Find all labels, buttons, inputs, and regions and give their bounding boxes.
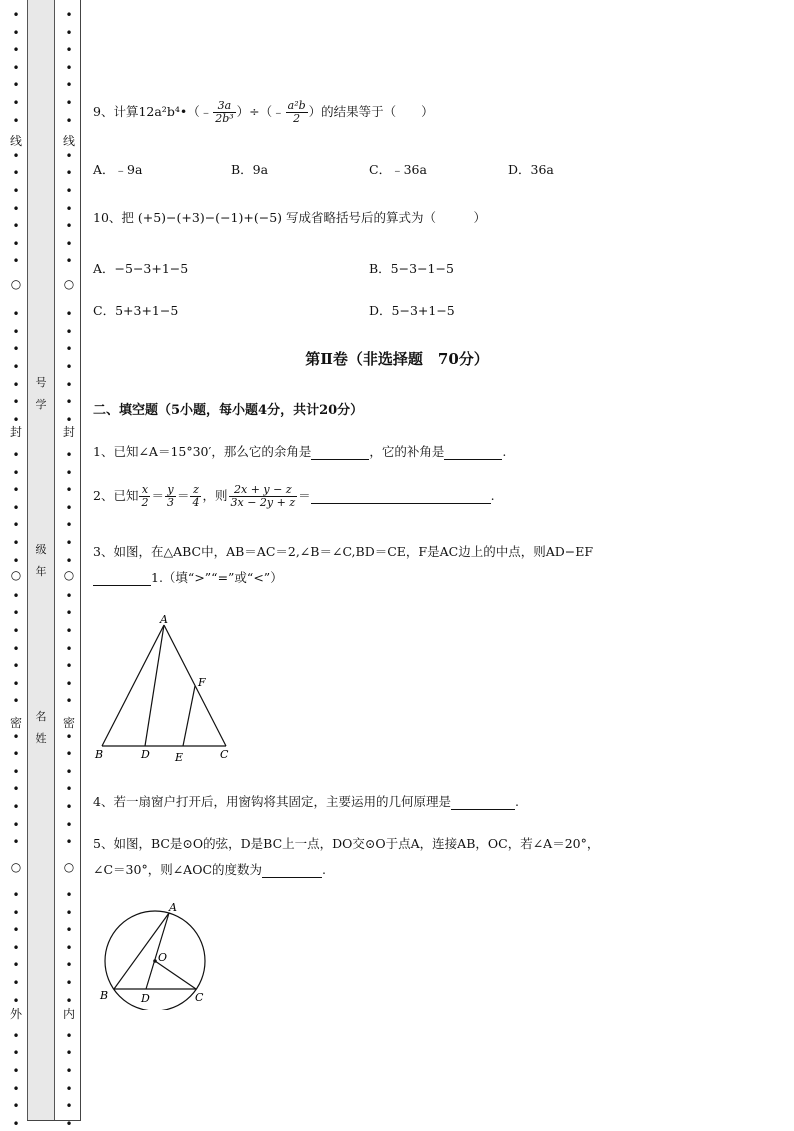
cut-line-dot: • bbox=[12, 1116, 20, 1131]
binding-label-name-2: 姓 bbox=[35, 732, 47, 745]
binding-label-grade-2: 年 bbox=[35, 565, 47, 578]
cut-line-dot: • bbox=[65, 958, 73, 973]
cut-line-dot: • bbox=[65, 905, 73, 920]
outer-mark-outside: 外 bbox=[9, 1007, 22, 1021]
inner-mark-line: 线 bbox=[62, 134, 75, 148]
cut-line-dot: • bbox=[65, 219, 73, 234]
cut-line-dot: • bbox=[65, 659, 73, 674]
cut-line-dot: • bbox=[12, 518, 20, 533]
f5-blank-answer[interactable] bbox=[262, 862, 322, 878]
cut-line-dot: • bbox=[65, 1116, 73, 1131]
cut-line-dot: • bbox=[65, 993, 73, 1008]
inner-cut-line bbox=[62, 0, 76, 1131]
q10-option-d[interactable]: D．5−3+1−5 bbox=[369, 303, 455, 318]
f2-frac-x-den: 2 bbox=[141, 496, 149, 509]
cut-line-dot: • bbox=[65, 1099, 73, 1114]
binding-label-grade-1: 级 bbox=[35, 543, 47, 556]
q9-frac1-num: 3a bbox=[213, 100, 235, 113]
cut-line-dot: • bbox=[12, 1064, 20, 1078]
fill-question-3-line-1: 3、如图，在△ABC中，AB＝AC＝2,∠B＝∠C,BD＝CE，F是AC边上的中点，则AD−EF bbox=[93, 544, 594, 559]
fig1-label-a: A bbox=[160, 613, 168, 626]
inner-mark-secret: 密 bbox=[62, 716, 75, 730]
cut-line-dot: • bbox=[65, 747, 73, 762]
fig2-center-point bbox=[153, 959, 157, 963]
f2-frac-y-num: y bbox=[165, 484, 176, 497]
cut-line-dot: • bbox=[65, 43, 73, 58]
cut-line-dot: • bbox=[65, 360, 73, 374]
cut-line-dot: • bbox=[12, 1046, 20, 1061]
fill-question-2 bbox=[93, 484, 495, 509]
cut-line-dot: • bbox=[12, 1081, 20, 1096]
inner-mark-seal: 封 bbox=[62, 425, 75, 439]
f1-blank-supplement[interactable] bbox=[444, 444, 502, 460]
fill-question-1 bbox=[93, 442, 506, 460]
cut-line-dot: • bbox=[12, 377, 20, 392]
f1-text-1: 1、已知∠A＝15°30′，那么它的余角是 bbox=[93, 444, 312, 459]
fig1-label-c: C bbox=[220, 748, 229, 761]
cut-line-dot: • bbox=[12, 166, 20, 181]
cut-line-dot: • bbox=[12, 236, 20, 251]
cut-line-dot: • bbox=[65, 395, 73, 410]
f5-end: . bbox=[322, 862, 326, 877]
cut-line-dot: • bbox=[65, 1064, 73, 1078]
cut-line-dot: • bbox=[12, 113, 20, 128]
cut-line-dot: • bbox=[12, 624, 20, 638]
f2-eq-1: ＝ bbox=[151, 488, 164, 503]
f2-frac-expr-den: 3x − 2y + z bbox=[230, 496, 296, 509]
cut-line-dot: • bbox=[65, 817, 73, 832]
fig2-label-d: D bbox=[141, 992, 150, 1005]
cut-line-dot: • bbox=[65, 518, 73, 533]
cut-line-dot: • bbox=[65, 1028, 73, 1043]
fig2-label-a: A bbox=[169, 901, 177, 914]
cut-line-dot: • bbox=[65, 1081, 73, 1096]
cut-line-dot: • bbox=[12, 43, 20, 58]
cut-line-dot: • bbox=[65, 483, 73, 498]
cut-line-dot: • bbox=[12, 8, 20, 22]
cut-line-dot: • bbox=[65, 412, 73, 427]
outer-mark-circle: ○ bbox=[10, 277, 22, 291]
cut-line-dot: • bbox=[12, 1028, 20, 1043]
cut-line-dot: • bbox=[12, 940, 20, 955]
cut-line-dot: • bbox=[65, 324, 73, 339]
q9-option-c[interactable]: C．﹣36a bbox=[369, 162, 427, 177]
cut-line-dot: • bbox=[12, 342, 20, 357]
f2-eq-2: ＝ bbox=[176, 488, 190, 503]
fill-question-4 bbox=[93, 792, 519, 810]
cut-line-dot: • bbox=[65, 536, 73, 550]
binding-strip bbox=[27, 0, 55, 1120]
cut-line-dot: • bbox=[65, 976, 73, 990]
fig2-label-b: B bbox=[100, 989, 109, 1002]
q9-mid: ）÷（﹣ bbox=[236, 104, 285, 119]
cut-line-dot: • bbox=[65, 166, 73, 181]
fig1-side-ac bbox=[164, 625, 226, 746]
f2-frac-x bbox=[139, 484, 150, 509]
cut-line-dot: • bbox=[65, 465, 73, 480]
cut-line-dot: • bbox=[65, 1046, 73, 1061]
cut-line-dot: • bbox=[65, 96, 73, 110]
cut-line-dot: • bbox=[65, 184, 73, 198]
cut-line-dot: • bbox=[12, 201, 20, 216]
q9-option-d[interactable]: D．36a bbox=[508, 162, 554, 177]
cut-line-dot: • bbox=[12, 958, 20, 973]
cut-line-dot: • bbox=[65, 78, 73, 93]
f1-text-2: ，它的补角是 bbox=[369, 444, 445, 459]
cut-line-dot: • bbox=[12, 1099, 20, 1114]
cut-line-dot: • bbox=[65, 236, 73, 251]
outer-mark-circle: ○ bbox=[10, 860, 22, 874]
circle-figure bbox=[95, 898, 215, 1010]
outer-mark-line: 线 bbox=[9, 134, 22, 148]
outer-mark-circle: ○ bbox=[10, 568, 22, 582]
cut-line-dot: • bbox=[65, 676, 73, 691]
cut-line-dot: • bbox=[12, 588, 20, 603]
fig1-label-f: F bbox=[198, 676, 206, 689]
q10-option-a[interactable]: A．−5−3+1−5 bbox=[93, 261, 189, 276]
cut-line-dot: • bbox=[65, 940, 73, 955]
cut-line-dot: • bbox=[12, 536, 20, 550]
q9-fraction-2 bbox=[286, 100, 308, 125]
cut-line-dot: • bbox=[12, 96, 20, 110]
cut-line-dot: • bbox=[12, 500, 20, 515]
fill-question-5-line-1: 5、如图，BC是⊙O的弦，D是BC上一点，DO交⊙O于点A，连接AB，OC，若∠A＝20°， bbox=[93, 836, 600, 851]
cut-line-dot: • bbox=[12, 747, 20, 762]
cut-line-dot: • bbox=[65, 307, 73, 322]
f4-blank-answer[interactable] bbox=[451, 794, 515, 810]
outer-mark-seal: 封 bbox=[9, 425, 22, 439]
f2-frac-expr-num: 2x + y − z bbox=[229, 484, 298, 497]
cut-line-dot: • bbox=[65, 342, 73, 357]
q10-option-b[interactable]: B．5−3−1−5 bbox=[369, 261, 454, 276]
cut-line-dot: • bbox=[12, 606, 20, 621]
f4-end: . bbox=[514, 794, 519, 809]
fig2-label-o: O bbox=[158, 951, 168, 964]
f2-eq-3: ＝ bbox=[298, 488, 311, 503]
section-2-heading: 二、填空题（5小题，每小题4分，共计20分） bbox=[93, 403, 364, 418]
cut-line-dot: • bbox=[65, 835, 73, 850]
cut-line-dot: • bbox=[65, 148, 73, 163]
binding-label-id-1: 号 bbox=[35, 376, 47, 389]
cut-line-dot: • bbox=[65, 377, 73, 392]
cut-line-dot: • bbox=[65, 888, 73, 902]
f3-line-2-tail: 1.（填“>”“=”或“<”） bbox=[151, 570, 283, 585]
f2-frac-z bbox=[190, 484, 201, 509]
cut-line-dot: • bbox=[65, 60, 73, 75]
f3-blank-answer[interactable] bbox=[93, 570, 151, 586]
fig1-label-b: B bbox=[95, 748, 104, 761]
cut-line-dot: • bbox=[12, 976, 20, 990]
fig1-segment-ef bbox=[183, 686, 195, 746]
q9-prefix: 9、计算 bbox=[93, 104, 139, 119]
inner-mark-circle: ○ bbox=[63, 277, 75, 291]
cut-line-dot: • bbox=[12, 307, 20, 322]
f2-frac-expr bbox=[229, 484, 298, 509]
cut-line-dot: • bbox=[12, 764, 20, 779]
cut-line-dot: • bbox=[12, 254, 20, 269]
f2-frac-x-num: x bbox=[139, 484, 150, 497]
cut-line-dot: • bbox=[12, 993, 20, 1008]
outer-cut-line bbox=[9, 0, 23, 1131]
q9-frac2-den: 2 bbox=[293, 112, 301, 125]
binding-label-id-2: 学 bbox=[35, 398, 47, 411]
cut-line-dot: • bbox=[12, 676, 20, 691]
fill-question-5-line-2 bbox=[93, 860, 326, 878]
cut-line-dot: • bbox=[12, 782, 20, 797]
cut-line-dot: • bbox=[12, 465, 20, 480]
cut-line-dot: • bbox=[12, 905, 20, 920]
cut-line-dot: • bbox=[65, 624, 73, 638]
fig1-label-d: D bbox=[141, 748, 150, 761]
q9-frac1-den: 2b³ bbox=[215, 112, 234, 125]
cut-line-dot: • bbox=[65, 782, 73, 797]
cut-line-dot: • bbox=[12, 641, 20, 656]
cut-line-dot: • bbox=[12, 148, 20, 163]
question-9 bbox=[93, 100, 434, 125]
cut-line-dot: • bbox=[12, 25, 20, 40]
cut-line-dot: • bbox=[65, 800, 73, 814]
cut-line-dot: • bbox=[12, 448, 20, 462]
section-2-title: 第Ⅱ卷（非选择题 70分） bbox=[305, 350, 489, 368]
f1-blank-complement[interactable] bbox=[311, 444, 369, 460]
cut-line-dot: • bbox=[12, 412, 20, 427]
triangle-figure bbox=[92, 610, 242, 768]
f2-prefix: 2、已知 bbox=[93, 488, 139, 503]
cut-line-dot: • bbox=[12, 324, 20, 339]
cut-line-dot: • bbox=[65, 729, 73, 744]
cut-line-dot: • bbox=[65, 588, 73, 603]
cut-line-dot: • bbox=[65, 923, 73, 938]
outer-mark-secret: 密 bbox=[9, 716, 22, 730]
cut-line-dot: • bbox=[65, 448, 73, 462]
inner-mark-inside: 内 bbox=[62, 1007, 75, 1021]
fig1-label-e: E bbox=[175, 751, 184, 764]
cut-line-dot: • bbox=[12, 659, 20, 674]
binding-edge-line bbox=[80, 0, 81, 1120]
q9-suffix: ）的结果等于（ ） bbox=[308, 104, 434, 119]
fill-question-3-line-2 bbox=[93, 568, 283, 586]
cut-line-dot: • bbox=[12, 835, 20, 850]
binding-label-name-1: 名 bbox=[35, 710, 47, 723]
cut-line-dot: • bbox=[12, 694, 20, 709]
q10-option-c[interactable]: C．5+3+1−5 bbox=[93, 303, 179, 318]
cut-line-dot: • bbox=[65, 694, 73, 709]
cut-line-dot: • bbox=[12, 360, 20, 374]
cut-line-dot: • bbox=[12, 888, 20, 902]
inner-mark-circle: ○ bbox=[63, 568, 75, 582]
cut-line-dot: • bbox=[12, 78, 20, 93]
f1-text-3: . bbox=[502, 444, 507, 459]
f2-frac-z-num: z bbox=[190, 484, 201, 497]
fig2-segment-oc bbox=[155, 961, 196, 989]
q9-expr-lead: 12a²b⁴•（﹣ bbox=[138, 104, 213, 119]
q9-frac2-num: a²b bbox=[287, 99, 306, 112]
f2-frac-z-den: 4 bbox=[192, 496, 200, 509]
f2-frac-y-den: 3 bbox=[166, 496, 174, 509]
cut-line-dot: • bbox=[65, 606, 73, 621]
f4-text: 4、若一扇窗户打开后，用窗钩将其固定，主要运用的几何原理是 bbox=[93, 794, 451, 809]
cut-line-dot: • bbox=[12, 60, 20, 75]
cut-line-dot: • bbox=[12, 923, 20, 938]
question-10: 10、把 (+5)−(+3)−(−1)+(−5) 写成省略括号后的算式为（ ） bbox=[93, 210, 486, 225]
cut-line-dot: • bbox=[65, 500, 73, 515]
cut-line-dot: • bbox=[65, 553, 73, 568]
cut-line-dot: • bbox=[65, 201, 73, 216]
f2-frac-y bbox=[165, 484, 176, 509]
inner-mark-circle: ○ bbox=[63, 860, 75, 874]
cut-line-dot: • bbox=[12, 483, 20, 498]
cut-line-dot: • bbox=[12, 219, 20, 234]
cut-line-dot: • bbox=[12, 800, 20, 814]
cut-line-dot: • bbox=[12, 817, 20, 832]
cut-line-dot: • bbox=[65, 641, 73, 656]
f5-line-2: ∠C＝30°，则∠AOC的度数为 bbox=[93, 862, 263, 877]
q9-option-b[interactable]: B．9a bbox=[231, 162, 269, 177]
q9-option-a[interactable]: A．﹣9a bbox=[93, 162, 143, 177]
cut-line-dot: • bbox=[12, 395, 20, 410]
cut-line-dot: • bbox=[65, 8, 73, 22]
q9-fraction-1 bbox=[213, 100, 235, 125]
cut-line-dot: • bbox=[65, 113, 73, 128]
cut-line-dot: • bbox=[12, 729, 20, 744]
cut-line-dot: • bbox=[12, 184, 20, 198]
f2-mid: ，则 bbox=[202, 488, 228, 503]
cut-line-dot: • bbox=[65, 764, 73, 779]
cut-line-dot: • bbox=[65, 254, 73, 269]
f2-blank-answer[interactable] bbox=[311, 488, 491, 504]
f2-end: . bbox=[490, 488, 495, 503]
cut-line-dot: • bbox=[12, 553, 20, 568]
cut-line-dot: • bbox=[65, 25, 73, 40]
fig2-label-c: C bbox=[195, 991, 204, 1004]
